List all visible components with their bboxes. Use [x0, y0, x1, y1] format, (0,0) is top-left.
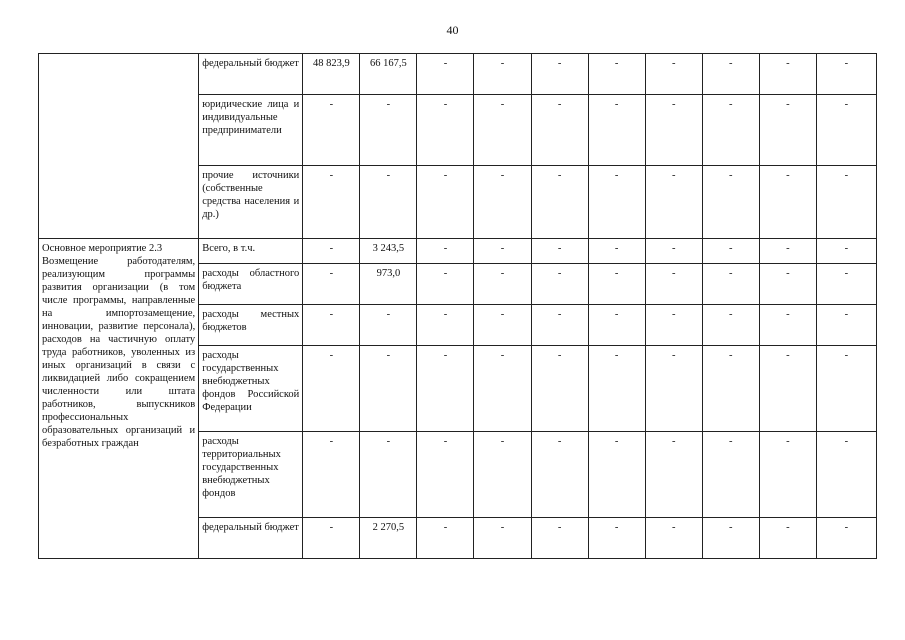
value-cell: -	[702, 346, 759, 432]
value-cell: -	[531, 239, 588, 264]
value-cell: -	[759, 95, 816, 166]
value-cell: -	[531, 166, 588, 239]
event-cell-empty	[39, 54, 199, 239]
value-cell: -	[702, 518, 759, 559]
event-description: Возмещение работодателям, реализующим программы развития организации (в том числе программы, направленные на импортозамещение, инновации, развитие персонала), расходов на частичную оплату труда работников, уволенных из иных организаций в связи с ликвидацией либо сокращением численности или штата работников, выпускников профессиональных образовательных организаций и безработных граждан	[42, 256, 196, 449]
value-cell: -	[474, 518, 531, 559]
funding-source-cell: Всего, в т.ч.	[199, 239, 303, 264]
value-cell: -	[474, 54, 531, 95]
value-cell: -	[645, 264, 702, 305]
value-cell: -	[417, 166, 474, 239]
value-cell: 973,0	[360, 264, 417, 305]
value-cell: -	[816, 95, 876, 166]
value-cell: -	[702, 239, 759, 264]
value-cell: -	[702, 264, 759, 305]
value-cell: -	[474, 264, 531, 305]
value-cell: -	[417, 239, 474, 264]
table-row	[39, 54, 877, 95]
event-cell	[39, 239, 199, 559]
value-cell: -	[531, 264, 588, 305]
value-cell: -	[417, 95, 474, 166]
value-cell: -	[474, 432, 531, 518]
value-cell: -	[303, 518, 360, 559]
value-cell: -	[645, 95, 702, 166]
event-title: Основное мероприятие 2.3	[42, 243, 163, 254]
value-cell: -	[417, 264, 474, 305]
value-cell: -	[360, 305, 417, 346]
table-row	[39, 239, 877, 264]
value-cell: -	[759, 54, 816, 95]
value-cell: -	[303, 305, 360, 346]
value-cell: -	[360, 346, 417, 432]
funding-source-cell: расходы областного бюджета	[199, 264, 303, 305]
value-cell: -	[759, 166, 816, 239]
value-cell: -	[645, 346, 702, 432]
page-number: 40	[446, 23, 459, 37]
value-cell: 3 243,5	[360, 239, 417, 264]
value-cell: -	[816, 305, 876, 346]
value-cell: -	[645, 305, 702, 346]
value-cell: -	[474, 166, 531, 239]
value-cell: -	[816, 432, 876, 518]
value-cell: -	[702, 305, 759, 346]
value-cell: -	[816, 346, 876, 432]
value-cell: -	[702, 95, 759, 166]
value-cell: -	[759, 518, 816, 559]
value-cell: -	[816, 264, 876, 305]
value-cell: -	[588, 346, 645, 432]
value-cell: -	[759, 264, 816, 305]
value-cell: -	[417, 518, 474, 559]
value-cell: -	[474, 305, 531, 346]
value-cell: -	[816, 239, 876, 264]
value-cell: -	[759, 305, 816, 346]
value-cell: -	[474, 346, 531, 432]
value-cell: -	[645, 54, 702, 95]
value-cell: -	[303, 264, 360, 305]
value-cell: -	[759, 346, 816, 432]
budget-table	[38, 53, 877, 559]
value-cell: -	[303, 95, 360, 166]
value-cell: 66 167,5	[360, 54, 417, 95]
value-cell: -	[417, 54, 474, 95]
value-cell: -	[417, 346, 474, 432]
value-cell: -	[474, 239, 531, 264]
funding-source-cell: федеральный бюджет	[199, 518, 303, 559]
value-cell: -	[531, 54, 588, 95]
funding-source-cell: прочие источники (собственные средства населения и др.)	[199, 166, 303, 239]
value-cell: -	[588, 166, 645, 239]
value-cell: -	[588, 54, 645, 95]
value-cell: -	[360, 95, 417, 166]
value-cell: -	[816, 518, 876, 559]
value-cell: -	[645, 166, 702, 239]
value-cell: -	[816, 166, 876, 239]
funding-source-cell: расходы местных бюджетов	[199, 305, 303, 346]
value-cell: -	[531, 346, 588, 432]
value-cell: -	[588, 264, 645, 305]
value-cell: -	[645, 239, 702, 264]
funding-source-cell: расходы территориальных государственных внебюджетных фондов	[199, 432, 303, 518]
value-cell: -	[417, 305, 474, 346]
value-cell: -	[588, 95, 645, 166]
value-cell: -	[360, 432, 417, 518]
value-cell: -	[303, 432, 360, 518]
value-cell: -	[531, 518, 588, 559]
value-cell: -	[645, 432, 702, 518]
value-cell: -	[645, 518, 702, 559]
value-cell: -	[474, 95, 531, 166]
value-cell: -	[702, 166, 759, 239]
value-cell: -	[360, 166, 417, 239]
value-cell: 2 270,5	[360, 518, 417, 559]
value-cell: -	[531, 432, 588, 518]
funding-source-cell: расходы государственных внебюджетных фондов Российской Федерации	[199, 346, 303, 432]
value-cell: -	[702, 432, 759, 518]
value-cell: 48 823,9	[303, 54, 360, 95]
value-cell: -	[702, 54, 759, 95]
value-cell: -	[417, 432, 474, 518]
value-cell: -	[531, 305, 588, 346]
value-cell: -	[588, 432, 645, 518]
value-cell: -	[759, 432, 816, 518]
funding-source-cell: юридические лица и индивидуальные предприниматели	[199, 95, 303, 166]
funding-source-cell: федеральный бюджет	[199, 54, 303, 95]
value-cell: -	[588, 518, 645, 559]
value-cell: -	[303, 346, 360, 432]
value-cell: -	[303, 166, 360, 239]
value-cell: -	[759, 239, 816, 264]
value-cell: -	[588, 305, 645, 346]
value-cell: -	[531, 95, 588, 166]
value-cell: -	[588, 239, 645, 264]
budget-table-body	[39, 54, 877, 559]
value-cell: -	[303, 239, 360, 264]
value-cell: -	[816, 54, 876, 95]
